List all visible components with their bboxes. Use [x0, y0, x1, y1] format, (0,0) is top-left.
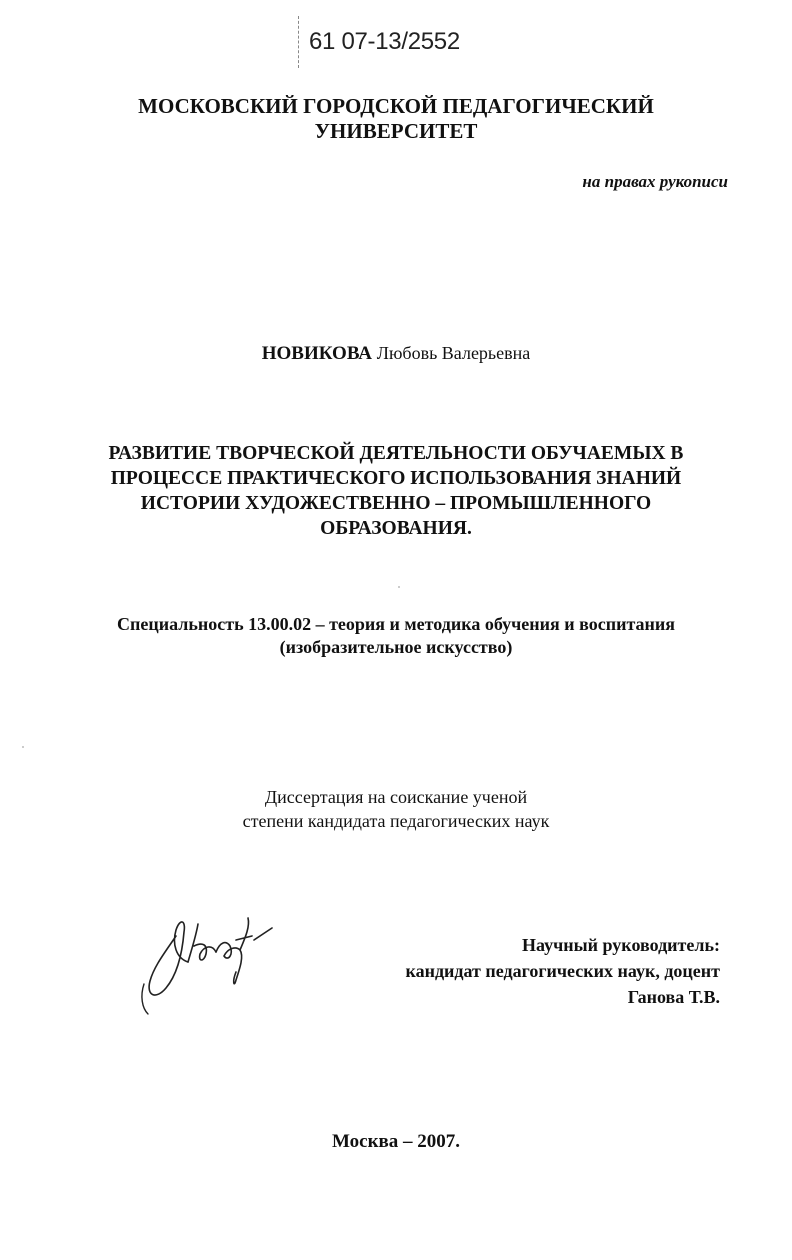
advisor-name: Ганова Т.В. [627, 987, 720, 1007]
degree-line-2: степени кандидата педагогических наук [242, 811, 550, 831]
university-line-1: МОСКОВСКИЙ ГОРОДСКОЙ ПЕДАГОГИЧЕСКИЙ [138, 94, 654, 118]
city-and-year: Москва – 2007. [331, 1131, 461, 1152]
thesis-title [0, 441, 792, 541]
thesis-title-line-4: ОБРАЗОВАНИЯ. [320, 518, 472, 539]
manuscript-note: на правах рукописи [582, 172, 728, 191]
catalog-number: 61 07-13/2552 [309, 28, 460, 55]
thesis-title-line-1: РАЗВИТИЕ ТВОРЧЕСКОЙ ДЕЯТЕЛЬНОСТИ ОБУЧАЕМЫХ В [108, 443, 684, 464]
degree-statement [0, 785, 792, 833]
specialty [0, 613, 792, 659]
author-name [0, 341, 792, 366]
university-line-2: УНИВЕРСИТЕТ [314, 119, 478, 143]
stamp-divider [298, 16, 300, 68]
degree-line-1: Диссертация на соискание ученой [264, 787, 528, 807]
university-name [0, 94, 792, 144]
specialty-line-2: (изобразительное искусство) [279, 637, 513, 657]
scan-speck [398, 586, 400, 588]
author-surname: НОВИКОВА [261, 343, 373, 364]
advisor-role: Научный руководитель: [522, 935, 720, 955]
thesis-title-line-2: ПРОЦЕССЕ ПРАКТИЧЕСКОГО ИСПОЛЬЗОВАНИЯ ЗНАНИЙ [110, 468, 682, 489]
scan-speck [22, 746, 24, 748]
thesis-title-line-3: ИСТОРИИ ХУДОЖЕСТВЕННО – ПРОМЫШЛЕННОГО [140, 493, 652, 514]
scientific-advisor [405, 932, 720, 1010]
author-given-name: Любовь Валерьевна [376, 343, 531, 363]
advisor-rank: кандидат педагогических наук, доцент [405, 961, 720, 981]
specialty-line-1: Специальность 13.00.02 – теория и методика обучения и воспитания [116, 614, 675, 634]
handwritten-signature [136, 896, 286, 1016]
